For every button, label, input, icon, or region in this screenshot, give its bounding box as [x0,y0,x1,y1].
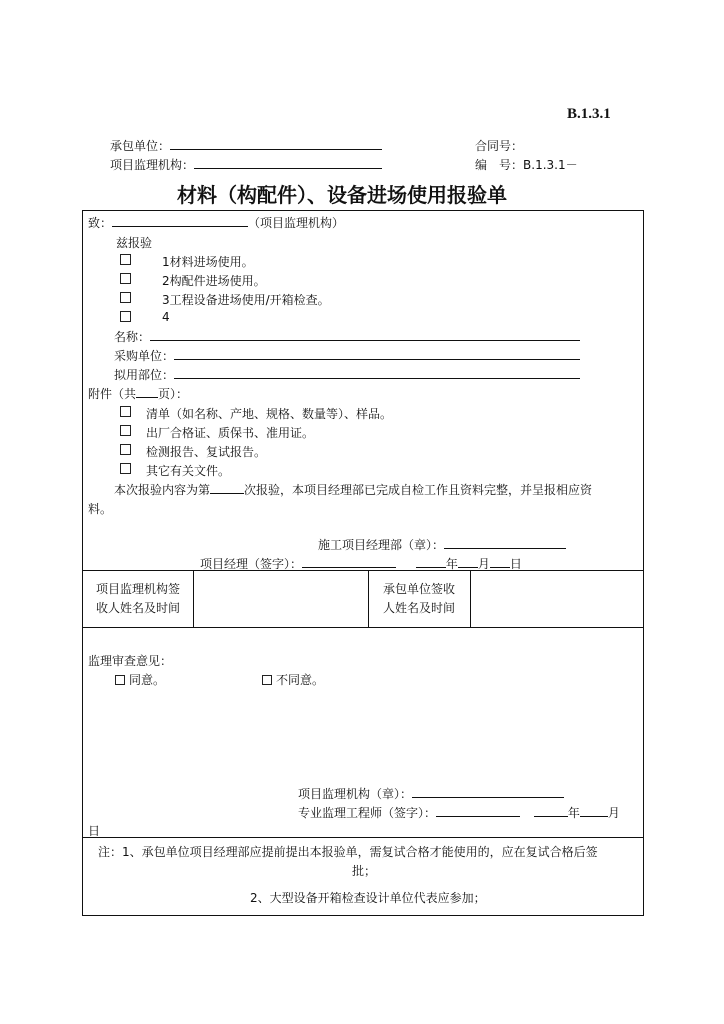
agree-checkbox[interactable] [115,675,125,685]
to-row [88,214,344,231]
divider [193,570,194,627]
agree-label: 同意。 [129,673,166,687]
year-label: 年 [445,557,458,571]
day-field[interactable] [490,556,510,568]
name-field[interactable] [150,329,580,341]
purchaser-field[interactable] [174,348,580,360]
attachment-checkbox[interactable] [120,444,131,455]
divider [82,627,643,628]
location-row [114,366,580,383]
option-label: 工程设备进场使用/开箱检查。 [169,293,330,307]
form-code: B.1.3.1 [567,106,611,122]
option-number: 2 [162,274,170,288]
attachment-checkbox[interactable] [120,425,131,436]
review-label: 监理审查意见： [88,654,173,668]
supervisor-receipt-field[interactable] [195,572,367,626]
intro-text: 兹报验 [116,236,153,250]
disagree-checkbox[interactable] [262,675,272,685]
attachments-count-field[interactable] [136,386,158,398]
option-row [120,310,131,324]
option-label: 材料进场使用。 [169,255,254,269]
submission-count-field[interactable] [210,482,244,494]
number-label: 编 号： [475,158,524,172]
to-label: 致： [88,216,113,230]
to-suffix: （项目监理机构） [248,216,345,230]
attachment-item [120,443,131,457]
attachment-item [120,462,131,476]
number-row [475,156,578,173]
agree-option [115,671,165,688]
supervisor-row [110,156,382,173]
purchaser-label: 采购单位： [114,349,175,363]
contractor-receipt-field[interactable] [472,572,641,626]
org-seal-label: 项目监理机构（章）： [298,787,413,801]
supervisor-receipt-label [84,580,192,618]
month-field[interactable] [580,805,608,817]
supervisor-label: 项目监理机构： [110,158,195,172]
attachment-label: 清单（如名称、产地、规格、数量等）、样品。 [146,407,393,421]
option-text [162,310,170,324]
contractor-label: 承包单位： [110,139,171,153]
name-row [114,328,580,345]
name-label: 名称： [114,330,151,344]
attachment-item [120,405,131,419]
option-number: 1 [162,255,170,269]
option-checkbox[interactable] [120,254,131,265]
receipt-line: 承包单位签收 [382,582,455,596]
contractor-field[interactable] [170,138,382,150]
location-label: 拟用部位： [114,368,175,382]
month-label: 月 [477,557,490,571]
divider [82,837,643,838]
org-seal-field[interactable] [412,786,564,798]
engineer-sign-row [298,804,620,821]
statement-row [114,481,592,498]
to-field[interactable] [112,215,248,227]
note-1-cont: 批； [352,864,377,878]
attachment-label: 其它有关文件。 [146,464,231,478]
attachment-label: 出厂合格证、质保书、准用证。 [146,426,315,440]
day-label: 日 [509,557,522,571]
receipt-line: 项目监理机构签 [95,582,180,596]
statement-pre: 本次报验内容为第 [114,483,211,497]
year-field[interactable] [416,556,446,568]
month-field[interactable] [458,556,478,568]
disagree-option [262,671,324,688]
receipt-line: 人姓名及时间 [382,601,455,615]
option-label: 构配件进场使用。 [169,274,266,288]
engineer-sign-field[interactable] [436,805,520,817]
month-label: 月 [607,806,620,820]
engineer-sign-label: 专业监理工程师（签字）： [298,806,437,820]
option-row [120,272,131,286]
option-row [120,291,131,305]
year-field[interactable] [534,805,568,817]
location-field[interactable] [174,367,580,379]
disagree-label: 不同意。 [276,673,325,687]
supervisor-field[interactable] [194,157,382,169]
contractor-receipt-label [369,580,469,618]
option-checkbox[interactable] [120,292,131,303]
attachment-label: 检测报告、复试报告。 [146,445,267,459]
contract-no-label: 合同号： [475,139,524,153]
statement-post: 次报验，本项目经理部已完成自检工作且资料完整，并呈报相应资 [244,483,593,497]
divider [470,570,471,627]
option-number: 3 [162,293,170,307]
attachments-label-pre: 附件（共 [88,387,137,401]
option-text [162,272,266,289]
attachments-label-post: 页）： [158,387,189,401]
note-1: 注：1、承包单位项目经理部应提前提出本报验单，需复试合格才能使用的，应在复试合格后签 [98,845,598,859]
number-value: B.1.3.1－ [523,158,578,172]
manager-sign-label: 项目经理（签字）： [200,557,303,571]
option-text [162,291,330,308]
option-text [162,253,254,270]
dept-seal-row [318,536,566,553]
attachment-checkbox[interactable] [120,406,131,417]
attachments-row [88,385,188,402]
org-seal-row [298,785,564,802]
contractor-row [110,137,382,154]
purchaser-row [114,347,580,364]
year-label: 年 [567,806,580,820]
statement-cont: 料。 [88,502,113,516]
attachment-checkbox[interactable] [120,463,131,474]
dept-seal-label: 施工项目经理部（章）： [318,538,445,552]
manager-sign-row [200,555,522,572]
manager-sign-field[interactable] [302,556,396,568]
option-row [120,253,131,267]
dept-seal-field[interactable] [444,537,566,549]
note-2: 2、大型设备开箱检查设计单位代表应参加； [250,891,486,905]
option-number: 4 [162,310,170,324]
day-label: 日 [88,824,101,838]
page-title: 材料（构配件）、设备进场使用报验单 [177,183,507,207]
attachment-item [120,424,131,438]
option-checkbox[interactable] [120,311,131,322]
option-checkbox[interactable] [120,273,131,284]
receipt-line: 收人姓名及时间 [95,601,180,615]
